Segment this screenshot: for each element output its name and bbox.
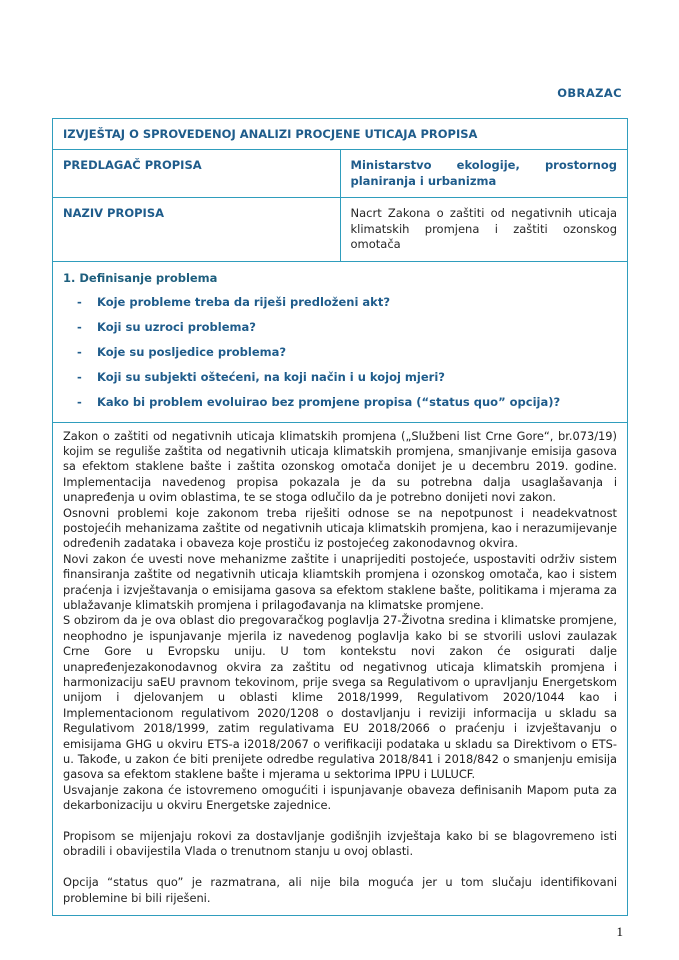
section-heading: 1. Definisanje problema [63, 270, 218, 285]
bullet-question: Koje probleme treba da riješi predloženi akt? [97, 294, 391, 309]
bullet-question: Kako bi problem evoluirao bez promjene propisa (“status quo” opcija)? [97, 394, 561, 409]
body-paragraph: Usvajanje zakona će istovremeno omogućiti i ispunjavanje obaveza definisanih Mapom puta za dekarbonizaciju u okviru Energetske zajednice. [63, 782, 617, 813]
bullet-dash: - [77, 294, 82, 309]
page-number: 1 [616, 924, 623, 939]
bullet-question: Koji su subjekti oštećeni, na koji način i u kojoj mjeri? [97, 369, 445, 384]
bullet-question: Koji su uzroci problema? [97, 319, 256, 334]
table-title-row [53, 119, 628, 150]
field-label-predlagac-propisa: PREDLAGAČ PROPISA [53, 150, 341, 198]
body-paragraph: Zakon o zaštiti od negativnih uticaja klimatskih promjena („Službeni list Crne Gore“, br.073/19) kojim se reguliše zaštita od negativnih uticaja klimatskih promjena, smanjivanje emisija gasova sa efektom staklene bašte i zaštita ozonskog omotača donijet je u decembru 2019. godine. Implementacija navedenog propisa pokazala je da su potrebna dalja usaglašavanja i unapređenja u ovim oblastima, te se stoga odlučilo da je potrebno donijeti novi zakon. [63, 428, 617, 505]
bullet-dash: - [77, 319, 82, 334]
list-item [77, 370, 617, 385]
body-row [53, 422, 628, 916]
bullet-dash: - [77, 369, 82, 384]
report-title: IZVJEŠTAJ O SPROVEDENOJ ANALIZI PROCJENE UTICAJA PROPISA [53, 119, 628, 150]
table-row [53, 150, 628, 198]
list-item [77, 320, 617, 335]
table-row [53, 198, 628, 262]
bullet-dash: - [77, 344, 82, 359]
form-type-label: OBRAZAC [557, 86, 622, 100]
list-item [77, 345, 617, 360]
list-item [77, 295, 617, 310]
body-paragraph: Propisom se mijenjaju rokovi za dostavljanje godišnjih izvještaja kako bi se blagovremeno isti obradili i obavijestila Vlada o trenutnom stanju u ovoj oblasti. [63, 829, 617, 859]
body-paragraph: S obzirom da je ova oblast dio pregovaračkog poglavlja 27-Životna sredina i klimatske promjene, neophodno je ispunjavanje mjerila iz navedenog poglavlja kako bi se stvorili uslovi zaulazak Crne Gore u Evropsku uniju. U tom kontekstu novi zakon će osigurati dalje unapređenjezakonodavnog okvira za zaštitu od negativnog uticaja klimatskih promjena i harmonizaciju saEU pravnom tekovinom, prije svega sa Regulativom o upravljanju Energetskom unijom i djelovanjem u oblasti klime 2018/1999, Regulativom 2020/1044 kao i Implementacionom regulativom 2020/1208 o dostavljanju i reviziji informacija u skladu sa Regulativom 2018/1999, zatim regulativama EU 2018/2066 o praćenju i izvještavanju o emisijama GHG u okviru ETS-a i2018/2067 o verifikaciji podataka u skladu sa Direktivom o ETS-u. Takođe, u zakon će biti prenijete odredbe regulativa 2018/841 i 2018/842 o smanjenju emisija gasova sa efektom staklene bašte i mjerama u sektorima IPPU i LULUCF. [63, 613, 617, 782]
field-label-naziv-propisa: NAZIV PROPISA [53, 198, 341, 262]
body-paragraph: Opcija “status quo” je razmatrana, ali nije bila moguća jer u tom slučaju identifikovani problemine bi bili riješeni. [63, 875, 617, 905]
bullet-dash: - [77, 394, 82, 409]
field-value-predlagac-propisa: Ministarstvo ekologije, prostornog planiranja i urbanizma [340, 150, 628, 198]
field-value-naziv-propisa: Nacrt Zakona o zaštiti od negativnih uticaja klimatskih promjena i zaštiti ozonskog omotača [340, 198, 628, 262]
body-text-cell [53, 422, 628, 916]
body-paragraph: Osnovni problemi koje zakonom treba riješiti odnose se na nepotpunost i neadekvatnost postojećih mehanizama zaštite od negativnih uticaja klimatskih promjena, kao i nerazumijevanje određenih zadataka i obaveza koje prostiču iz postojećeg zakonodavnog okvira. [63, 505, 617, 551]
list-item [77, 395, 617, 410]
body-paragraph: Novi zakon će uvesti nove mehanizme zaštite i unaprijediti postojeće, uspostaviti održiv sistem finansiranja zaštite od negativnih uticaja kliamtskih promjena i ozonskog omotača, kao i sistem praćenja i izvještavanja o emisijama gasova sa efektom staklene bašte, politikama i mjerama za ublažavanje klimatskih promjena i prilagođavanja na klimatske promjene. [63, 551, 617, 612]
section-definisanje-problema [53, 261, 628, 422]
section-row [53, 261, 628, 422]
impact-assessment-table [52, 118, 628, 916]
bullet-question: Koje su posljedice problema? [97, 344, 287, 359]
